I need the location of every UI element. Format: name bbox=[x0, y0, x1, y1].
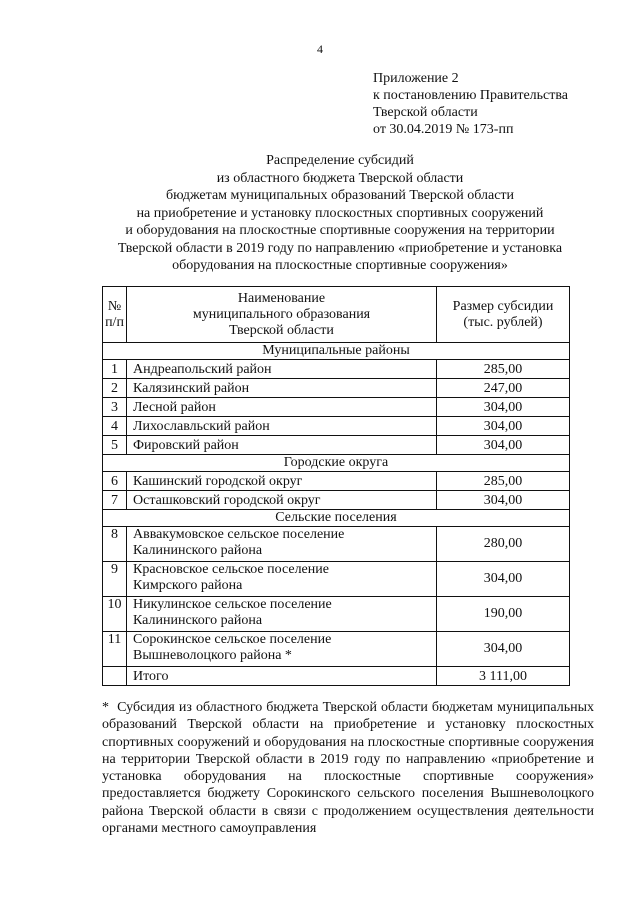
footnote: * Субсидия из областного бюджета Тверской области бюджетам муниципальных образований Тверской области на приобретение и установку плоскостных спортивных сооружений и оборудования на плоскостные спортивные сооружения на территории Тверской области в 2019 году по направлению «приобретение и установка оборудования на плоскостные спортивные сооружения» предоставляется бюджету Сорокинского сельского поселения Вышневолоцкого района Тверской области в связи с продолжением осуществления деятельности органами местного самоуправления bbox=[102, 700, 594, 837]
row-name-line: Кимрского района bbox=[133, 578, 243, 593]
header-number-cell bbox=[103, 287, 127, 343]
document-title bbox=[80, 152, 600, 275]
header-number-line: п/п bbox=[105, 314, 124, 330]
row-value: 304,00 bbox=[437, 398, 570, 417]
section-row bbox=[103, 343, 570, 360]
row-number: 4 bbox=[103, 417, 127, 436]
header-name-line: муниципального образования bbox=[192, 306, 371, 322]
row-number: 9 bbox=[103, 562, 127, 597]
row-name-line: Калязинский район bbox=[133, 380, 250, 396]
total-label: Итого bbox=[127, 667, 437, 686]
appendix-line: Приложение 2 bbox=[373, 71, 459, 86]
row-value: 247,00 bbox=[437, 379, 570, 398]
row-value: 304,00 bbox=[437, 562, 570, 597]
title-line: бюджетам муниципальных образований Тверской области bbox=[165, 188, 515, 203]
row-name-line: Андреапольский район bbox=[133, 361, 272, 377]
row-number: 10 bbox=[103, 597, 127, 632]
row-number: 6 bbox=[103, 472, 127, 491]
title-line: и оборудования на плоскостные спортивные сооружения на территории bbox=[125, 223, 555, 238]
row-name bbox=[127, 398, 437, 417]
title-line: оборудования на плоскостные спортивные сооружения» bbox=[172, 258, 508, 273]
table-row bbox=[103, 379, 570, 398]
row-name bbox=[127, 562, 437, 597]
table-row bbox=[103, 360, 570, 379]
header-name-line: Наименование bbox=[237, 290, 326, 306]
header-value-line: (тыс. рублей) bbox=[463, 314, 543, 330]
row-number: 1 bbox=[103, 360, 127, 379]
row-value: 285,00 bbox=[437, 360, 570, 379]
row-name-line: Никулинское сельское поселение bbox=[133, 597, 332, 612]
table-row bbox=[103, 491, 570, 510]
row-value: 190,00 bbox=[437, 597, 570, 632]
row-value: 304,00 bbox=[437, 491, 570, 510]
row-value: 304,00 bbox=[437, 632, 570, 667]
row-value: 285,00 bbox=[437, 472, 570, 491]
row-name bbox=[127, 472, 437, 491]
header-name-line: Тверской области bbox=[229, 322, 334, 338]
appendix-line: к постановлению Правительства bbox=[373, 88, 569, 103]
table-row bbox=[103, 562, 570, 597]
header-number-line: № bbox=[107, 298, 122, 314]
row-value: 304,00 bbox=[437, 417, 570, 436]
row-name-line: Осташковский городской округ bbox=[133, 492, 321, 508]
row-name-line: Калининского района bbox=[133, 613, 263, 628]
title-line: на приобретение и установку плоскостных спортивных сооружений bbox=[136, 205, 544, 221]
row-name-line: Кашинский городской округ bbox=[133, 473, 303, 489]
row-name bbox=[127, 597, 437, 632]
header-value-cell bbox=[437, 287, 570, 343]
table-row bbox=[103, 436, 570, 455]
row-number: 2 bbox=[103, 379, 127, 398]
section-title: Муниципальные районы bbox=[103, 343, 570, 360]
title-line: Тверской области в 2019 году по направлению «приобретение и установка bbox=[117, 240, 563, 256]
total-row bbox=[103, 667, 570, 686]
row-name bbox=[127, 491, 437, 510]
appendix-line: от 30.04.2019 № 173-пп bbox=[373, 122, 514, 137]
row-name bbox=[127, 360, 437, 379]
table-row bbox=[103, 527, 570, 562]
table-row bbox=[103, 597, 570, 632]
table-row bbox=[103, 472, 570, 491]
row-name bbox=[127, 527, 437, 562]
row-value: 304,00 bbox=[437, 436, 570, 455]
total-value: 3 111,00 bbox=[437, 667, 570, 686]
row-number: 7 bbox=[103, 491, 127, 510]
appendix-line: Тверской области bbox=[373, 105, 478, 120]
row-name-line: Аввакумовское сельское поселение bbox=[133, 527, 345, 542]
total-number-cell bbox=[103, 667, 127, 686]
row-name-line: Красновское сельское поселение bbox=[133, 562, 329, 577]
table-row bbox=[103, 398, 570, 417]
row-number: 8 bbox=[103, 527, 127, 562]
row-name bbox=[127, 379, 437, 398]
row-name-line: Фировский район bbox=[133, 437, 239, 453]
row-name bbox=[127, 417, 437, 436]
row-name bbox=[127, 436, 437, 455]
row-value: 280,00 bbox=[437, 527, 570, 562]
page-number: 4 bbox=[317, 42, 323, 56]
table-row bbox=[103, 417, 570, 436]
title-line: Распределение субсидий bbox=[266, 153, 414, 168]
row-name bbox=[127, 632, 437, 667]
table-header-row bbox=[103, 287, 570, 343]
row-number: 5 bbox=[103, 436, 127, 455]
table-row bbox=[103, 632, 570, 667]
title-line: из областного бюджета Тверской области bbox=[216, 170, 464, 186]
row-name-line: Калининского района bbox=[133, 543, 263, 558]
row-name-line: Вышневолоцкого района * bbox=[133, 648, 292, 663]
row-number: 3 bbox=[103, 398, 127, 417]
row-number: 11 bbox=[103, 632, 127, 667]
section-title: Городские округа bbox=[103, 455, 570, 472]
row-name-line: Лихославльский район bbox=[133, 418, 270, 434]
header-value-line: Размер субсидии bbox=[452, 298, 554, 314]
appendix-block bbox=[373, 70, 568, 138]
section-row bbox=[103, 455, 570, 472]
subsidy-table bbox=[102, 286, 570, 686]
section-row bbox=[103, 510, 570, 527]
header-name-cell bbox=[127, 287, 437, 343]
row-name-line: Сорокинское сельское поселение bbox=[133, 632, 332, 647]
row-name-line: Лесной район bbox=[133, 399, 216, 415]
section-title: Сельские поселения bbox=[103, 510, 570, 527]
